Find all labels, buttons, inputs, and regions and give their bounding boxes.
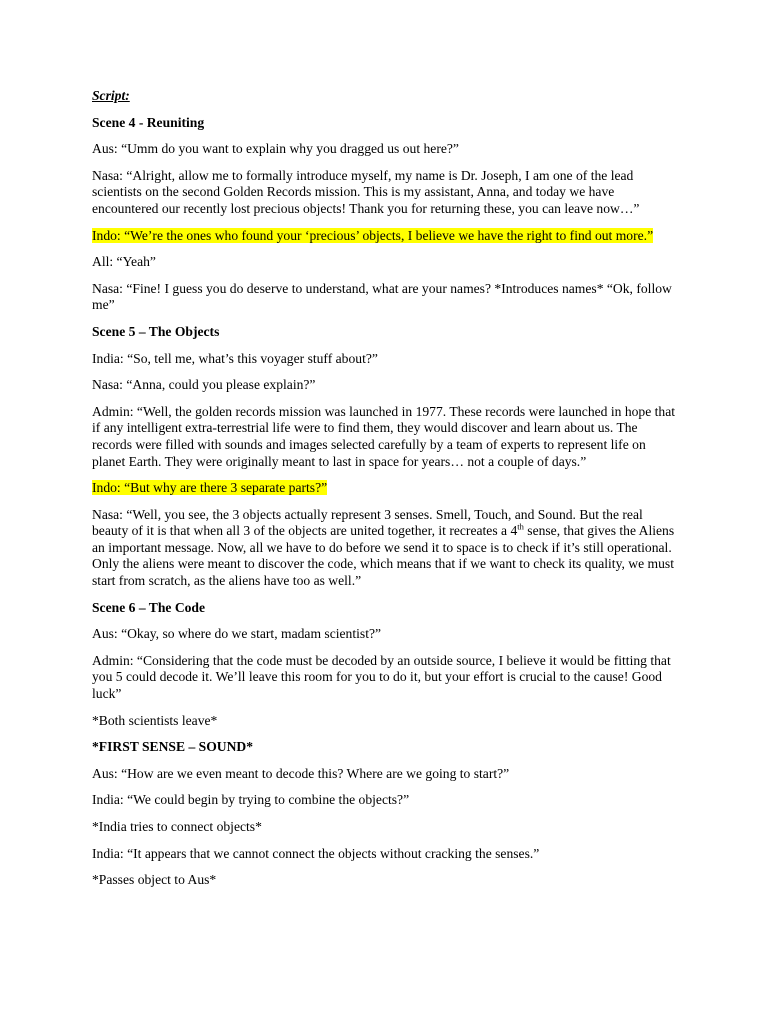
scene-heading: Scene 5 – The Objects [92,323,220,339]
dialogue-line: *Both scientists leave* [92,712,218,728]
dialogue-line: Aus: “Umm do you want to explain why you dragged us out here?” [92,141,459,157]
highlighted-dialogue-line [92,480,678,497]
dialogue-line: *India tries to connect objects* [92,819,262,834]
scene-heading: Scene 6 – The Code [92,599,206,615]
dialogue-line: Aus: “How are we even meant to decode this? Where are we going to start?” [92,765,510,781]
highlight-text: Indo: “We’re the ones who found your ‘precious’ objects, I believe we have the right to find out more.” [92,227,654,243]
dialogue-line: India: “So, tell me, what’s this voyager stuff about?” [92,350,378,366]
scene-heading: Scene 4 - Reuniting [92,114,205,130]
dialogue-line: Admin: “Considering that the code must be decoded by an outside source, I believe it would be fitting that you 5 could decode it. We’ll leave this room for you to do it, but your effort is crucial to the cause! Good luck” [92,652,671,702]
ordinal-superscript: th [517,521,524,532]
dialogue-line: Aus: “Okay, so where do we start, madam scientist?” [92,626,382,642]
dialogue-line [92,507,678,590]
script-body [92,115,678,889]
dialogue-line: Nasa: “Anna, could you please explain?” [92,377,316,393]
dialogue-line: Nasa: “Alright, allow me to formally introduce myself, my name is Dr. Joseph, I am one of the lead scientists on the second Golden Records mission. This is my assistant, Anna, and today we have encountered our recently lost precious objects! Thank you for returning these, you can leave now…” [92,167,640,216]
dialogue-line: *Passes object to Aus* [92,872,217,888]
dialogue-line: India: “We could begin by trying to combine the objects?” [92,792,410,808]
document-title: Script: [92,88,130,103]
highlighted-dialogue-line [92,228,678,245]
dialogue-text: sense, that gives the Aliens an important message. Now, all we have to do before we send it to space is to check if it’s still operational. Only the aliens were meant to discover the code, which means that if we want to check its quality, we must start from scratch, as the aliens have too as well.” [92,523,675,589]
scene-heading: *FIRST SENSE – SOUND* [92,739,254,755]
dialogue-line: India: “It appears that we cannot connect the objects without cracking the senses.” [92,845,540,861]
dialogue-line: All: “Yeah” [92,254,156,270]
dialogue-line: Nasa: “Fine! I guess you do deserve to understand, what are your names? *Introduces names* “Ok, follow me” [92,280,672,313]
dialogue-text: Nasa: “Well, you see, the 3 objects actually represent 3 senses. Smell, Touch, and Sound. But the real beauty of it is that when all 3 of the objects are united together, it recreates a 4 [92,506,643,539]
highlight-text: Indo: “But why are there 3 separate parts?” [92,480,328,496]
dialogue-line: Admin: “Well, the golden records mission was launched in 1977. These records were launched in hope that if any intelligent extra-terrestrial life were to find them, they would discover and learn about us. The records were filled with sounds and images selected carefully by a team of experts to represent life on planet Earth. They were originally meant to last in space for years… not a couple of days.” [92,403,676,469]
